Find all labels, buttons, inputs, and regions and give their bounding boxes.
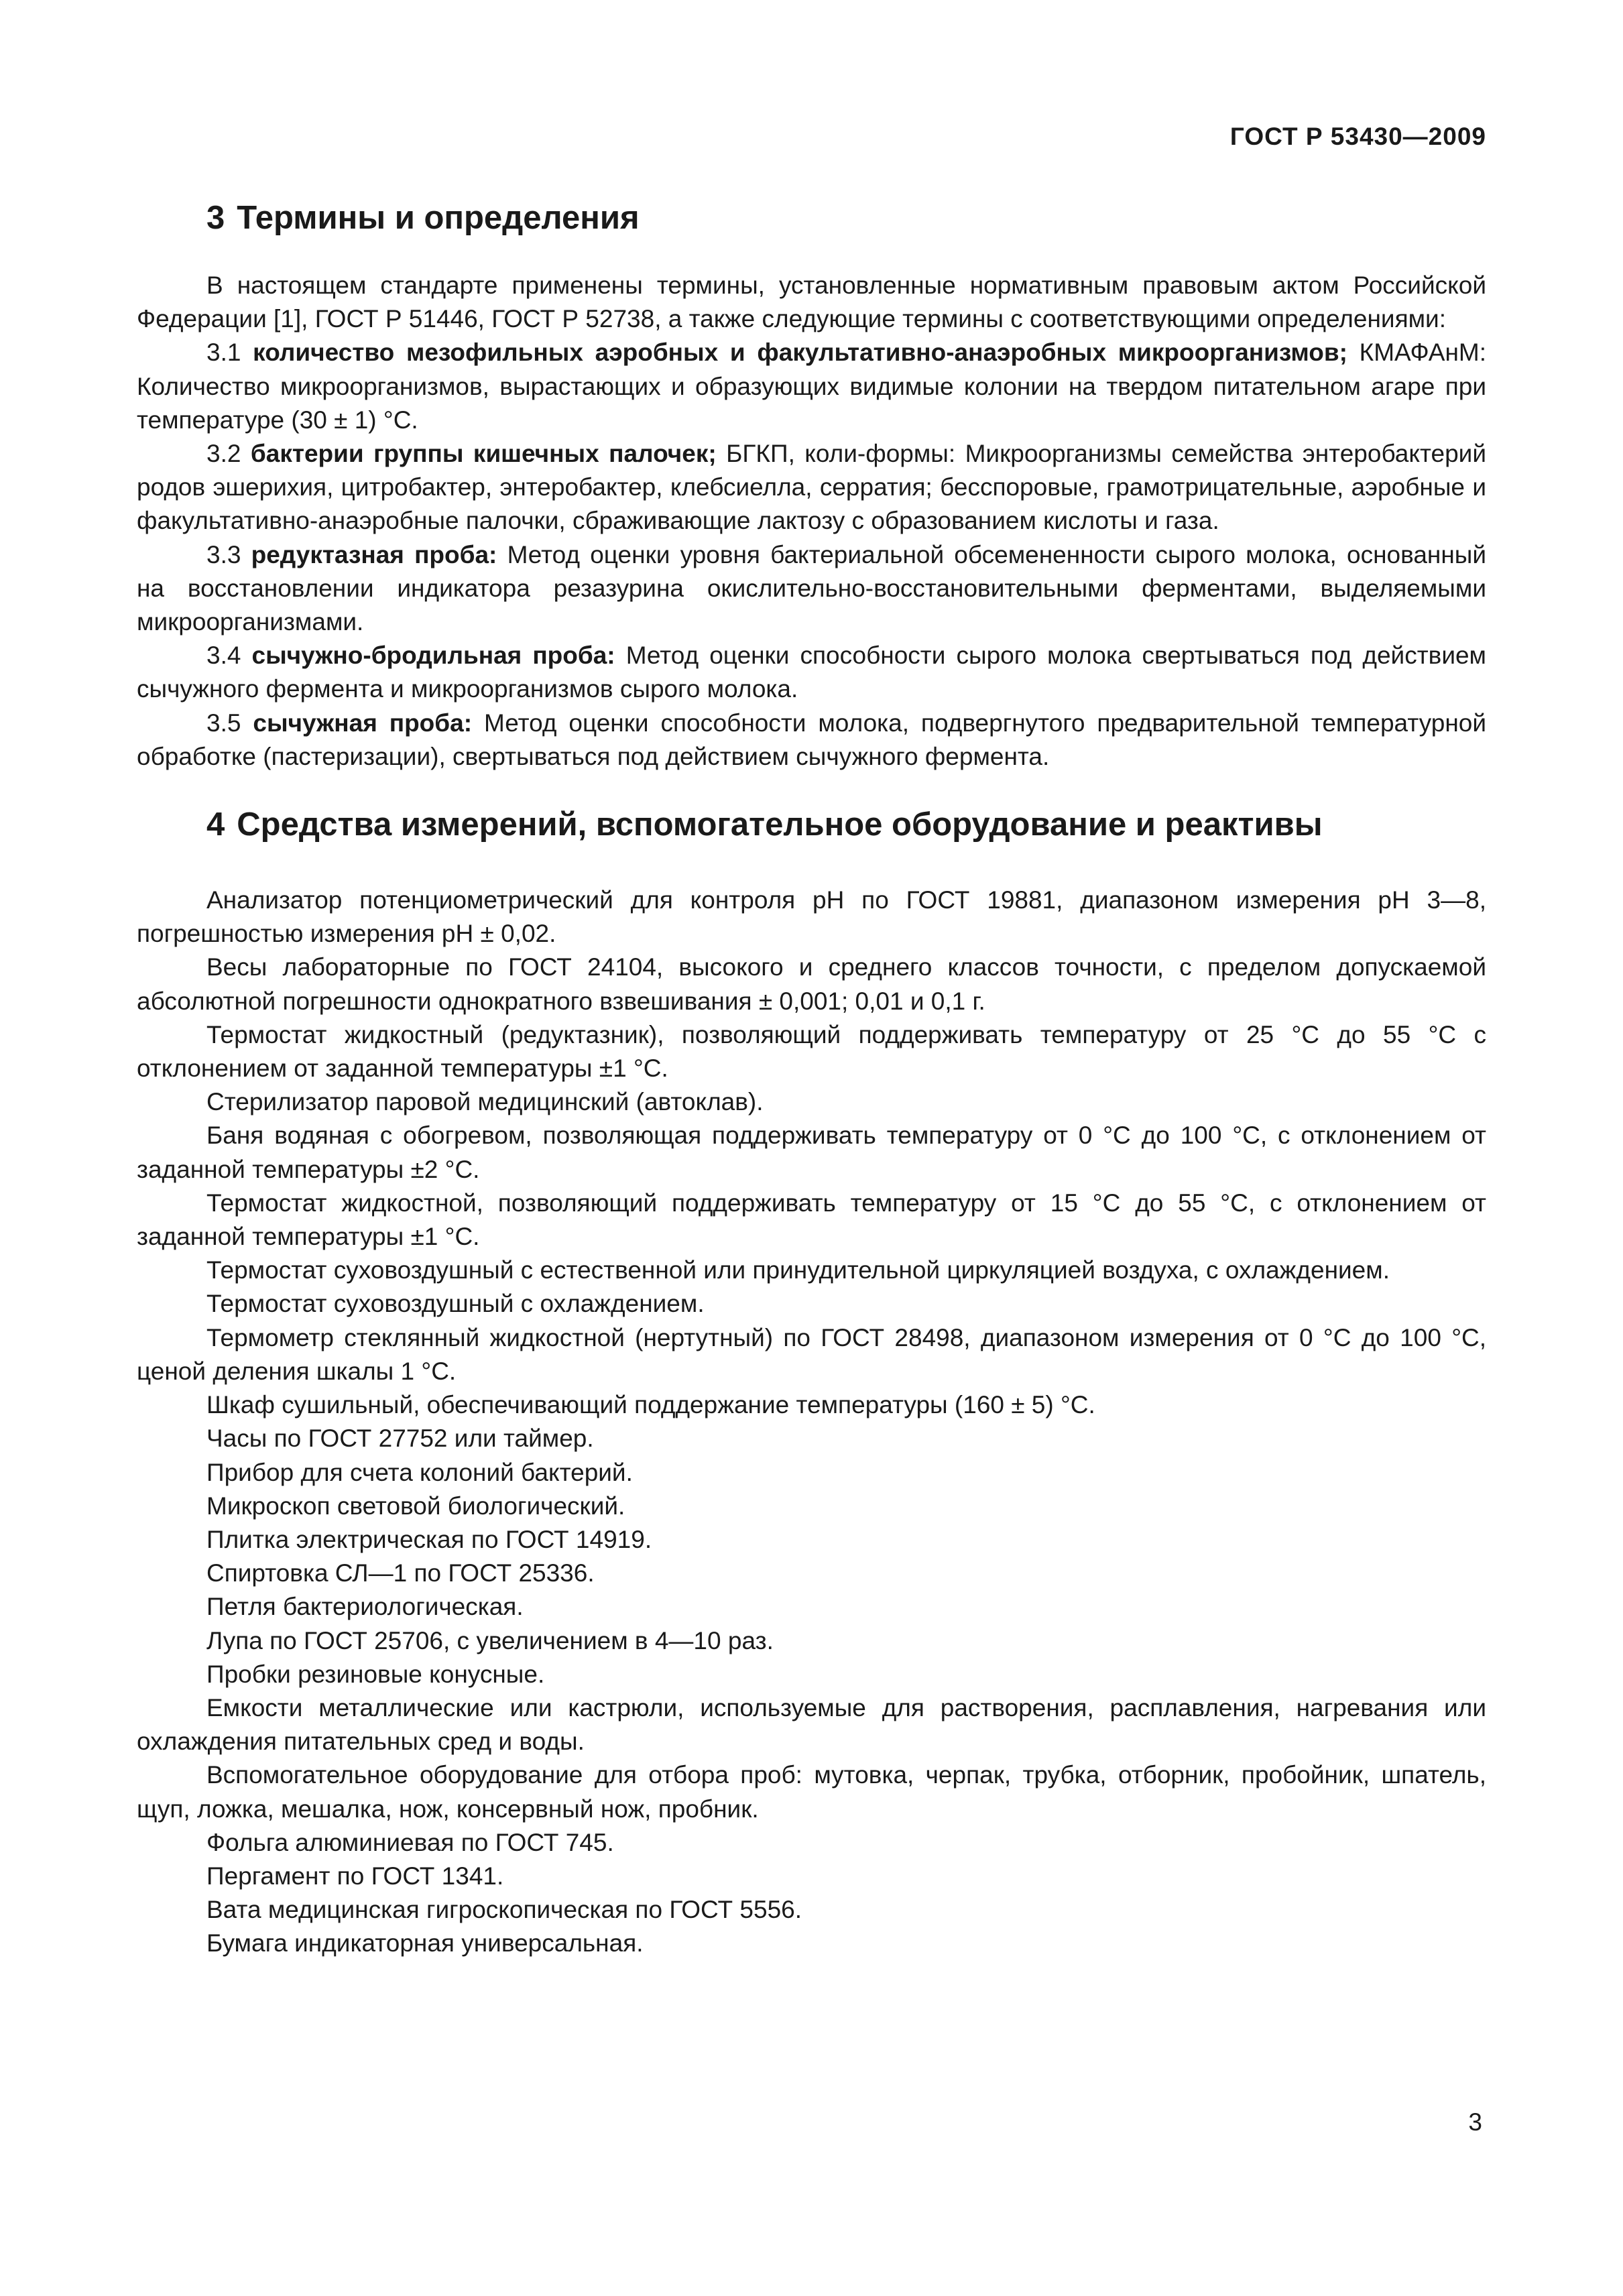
term-number: 3.2 [206,440,241,468]
equipment-item: Пробки резиновые конусные. [206,1660,545,1688]
term-definition: КМАФАнМ: Количество микроорганизмов, вырастающих и образующих видимые колонии на твердом питательном агаре при температуре (30 ± 1) °С. [137,339,1487,434]
term-definition: БГКП, коли-формы: Микроорганизмы семейства энтеробактерий родов эшерихия, цитробактер, энтеробактер, клебсиелла, серратия; бесспоровые, грамотрицательные, аэробные и факультативно-анаэробные палочки, сбраживающие лактозу с образованием кислоты и газа. [137,440,1486,535]
equipment-item: Фольга алюминиевая по ГОСТ 745. [206,1828,614,1856]
equipment-item: Термостат жидкостный (редуктазник), позволяющий поддерживать температуру от 25 °С до 55 °С с отклонением от заданной температуры ±1 °С. [137,1020,1486,1083]
page-content [137,198,1486,1961]
term-item [137,336,1486,437]
term-name: редуктазная проба: [251,540,497,568]
term-number: 3.1 [206,339,241,367]
term-item [137,538,1486,640]
equipment-item: Шкаф сушильный, обеспечивающий поддержание температуры (160 ± 5) °С. [206,1391,1095,1419]
equipment-item: Анализатор потенциометрический для контроля рН по ГОСТ 19881, диапазоном измерения рН 3—8, погрешностью измерения рН ± 0,02. [137,886,1486,948]
term-name: сычужная проба: [253,709,473,737]
section-3-heading [137,198,1486,238]
equipment-item: Плитка электрическая по ГОСТ 14919. [206,1525,652,1553]
section-4-heading [137,804,1486,845]
equipment-item: Термостат суховоздушный с охлаждением. [206,1290,705,1318]
equipment-item: Прибор для счета колоний бактерий. [206,1458,633,1486]
equipment-item: Термостат жидкостной, позволяющий поддерживать температуру от 15 °С до 55 °С, с отклонением от заданной температуры ±1 °С. [137,1189,1486,1251]
section-number: 3 [206,200,225,236]
equipment-item: Баня водяная с обогревом, позволяющая поддерживать температуру от 0 °С до 100 °С, с отклонением от заданной температуры ±2 °С. [137,1122,1486,1183]
equipment-item: Вата медицинская гигроскопическая по ГОСТ 5556. [206,1896,802,1924]
equipment-item: Бумага индикаторная универсальная. [206,1929,644,1957]
term-name: сычужно-бродильная проба: [251,642,615,670]
term-number: 3.5 [206,709,241,737]
term-name: количество мезофильных аэробных и факультативно-анаэробных микроорганизмов; [253,339,1347,367]
section-3-intro: В настоящем стандарте применены термины, установленные нормативным правовым актом Российской Федерации [1], ГОСТ Р 51446, ГОСТ Р 52738, а также следующие термины с соответствующими определениями: [137,271,1486,333]
term-item [137,437,1486,538]
equipment-item: Емкости металлические или кастрюли, используемые для растворения, расплавления, нагревания или охлаждения питательных сред и воды. [137,1693,1486,1756]
document-header-id: ГОСТ Р 53430—2009 [1229,123,1486,150]
equipment-item: Стерилизатор паровой медицинский (автоклав). [206,1088,764,1116]
equipment-item: Термометр стеклянный жидкостной (нертутный) по ГОСТ 28498, диапазоном измерения от 0 °С до 100 °С, ценой деления шкалы 1 °С. [137,1323,1486,1385]
page-number: 3 [1468,2108,1482,2136]
term-number: 3.3 [206,540,241,568]
equipment-item: Вспомогательное оборудование для отбора проб: мутовка, черпак, трубка, отборник, пробойник, шпатель, щуп, ложка, мешалка, нож, консервный нож, пробник. [137,1761,1486,1823]
equipment-item: Пергамент по ГОСТ 1341. [206,1862,504,1890]
equipment-item: Микроскоп световой биологический. [206,1492,625,1520]
term-name: бактерии группы кишечных палочек; [250,440,717,468]
equipment-item: Спиртовка СЛ—1 по ГОСТ 25336. [206,1559,595,1587]
term-item [137,639,1486,706]
equipment-item: Часы по ГОСТ 27752 или таймер. [206,1425,594,1453]
equipment-item: Термостат суховоздушный с естественной или принудительной циркуляцией воздуха, с охлаждением. [206,1256,1390,1284]
equipment-item: Лупа по ГОСТ 25706, с увеличением в 4—10 раз. [206,1626,774,1654]
equipment-item: Петля бактериологическая. [206,1593,524,1621]
term-number: 3.4 [206,642,241,670]
term-definition: Метод оценки способности сырого молока свертываться под действием сычужного фермента и микроорганизмов сырого молока. [137,642,1486,703]
equipment-item: Весы лабораторные по ГОСТ 24104, высокого и среднего классов точности, с пределом допускаемой абсолютной погрешности однократного взвешивания ± 0,001; 0,01 и 0,1 г. [137,953,1486,1015]
term-definition: Метод оценки уровня бактериальной обсемененности сырого молока, основанный на восстановлении индикатора резазурина окислительно-восстановительными ферментами, выделяемыми микроорганизмами. [137,540,1487,636]
section-title: Термины и определения [237,200,640,236]
section-title: Средства измерений, вспомогательное оборудование и реактивы [237,806,1323,843]
section-number: 4 [206,806,225,843]
term-definition: Метод оценки способности молока, подвергнутого предварительной температурной обработке (пастеризации), свертываться под действием сычужного фермента. [137,709,1487,770]
term-item [137,707,1486,774]
